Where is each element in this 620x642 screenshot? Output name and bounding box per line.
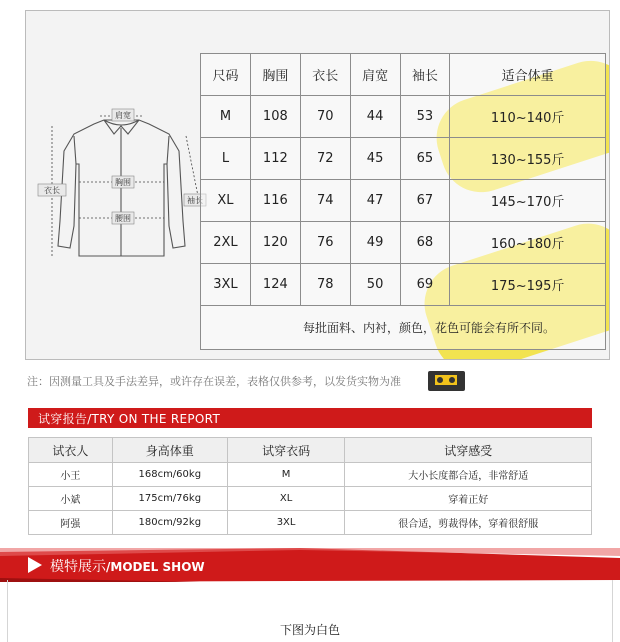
table-cell: 小斌 — [29, 487, 113, 511]
table-row — [201, 306, 606, 350]
table-cell: 3XL — [227, 511, 345, 535]
table-cell: 很合适，剪裁得体，穿着很舒服 — [345, 511, 592, 535]
column-header: 衣长 — [300, 54, 350, 96]
table-cell: 145~170斤 — [450, 180, 606, 222]
size-chart-panel — [25, 10, 610, 360]
table-cell: 阿强 — [29, 511, 113, 535]
table-cell: M — [227, 463, 345, 487]
table-cell: 112 — [250, 138, 300, 180]
table-cell: 175~195斤 — [450, 264, 606, 306]
table-cell: 小王 — [29, 463, 113, 487]
shirt-measurement-diagram — [34, 106, 209, 266]
column-header: 袖长 — [400, 54, 450, 96]
table-cell: 76 — [300, 222, 350, 264]
table-row — [201, 222, 606, 264]
table-cell: 74 — [300, 180, 350, 222]
price-tag-icon — [428, 369, 465, 391]
table-cell: 47 — [350, 180, 400, 222]
table-row — [29, 511, 592, 535]
report-title: 试穿报告/TRY ON THE REPORT — [38, 412, 221, 426]
table-cell: M — [201, 96, 251, 138]
table-cell: 78 — [300, 264, 350, 306]
chest-label: 胸围 — [115, 178, 131, 187]
table-row — [201, 180, 606, 222]
model-show-title-en: /MODEL SHOW — [106, 560, 205, 574]
table-cell: 168cm/60kg — [112, 463, 227, 487]
report-table-header — [29, 438, 592, 463]
table-cell: 120 — [250, 222, 300, 264]
column-header: 试穿衣码 — [227, 438, 345, 463]
table-cell: 72 — [300, 138, 350, 180]
table-cell: 69 — [400, 264, 450, 306]
table-cell: 65 — [400, 138, 450, 180]
table-cell: XL — [201, 180, 251, 222]
column-header: 试衣人 — [29, 438, 113, 463]
model-show-title-cn: 模特展示 — [50, 559, 106, 575]
table-cell: 3XL — [201, 264, 251, 306]
column-header: 尺码 — [201, 54, 251, 96]
table-cell: 大小长度都合适，非常舒适 — [345, 463, 592, 487]
shoulder-label: 肩宽 — [115, 111, 131, 120]
table-row — [29, 487, 592, 511]
column-header: 胸围 — [250, 54, 300, 96]
table-cell: 45 — [350, 138, 400, 180]
table-cell: L — [201, 138, 251, 180]
table-cell: 175cm/76kg — [112, 487, 227, 511]
table-cell: 50 — [350, 264, 400, 306]
table-cell: 49 — [350, 222, 400, 264]
size-table — [200, 53, 606, 350]
table-cell: 70 — [300, 96, 350, 138]
table-cell: 68 — [400, 222, 450, 264]
size-table-header — [201, 54, 606, 96]
waist-label: 腰围 — [115, 214, 131, 223]
table-cell: 110~140斤 — [450, 96, 606, 138]
table-cell: 124 — [250, 264, 300, 306]
column-header: 身高体重 — [112, 438, 227, 463]
table-cell: 130~155斤 — [450, 138, 606, 180]
size-note: 每批面料、内衬，颜色，花色可能会有所不同。 — [201, 306, 606, 350]
table-cell: 160~180斤 — [450, 222, 606, 264]
table-cell: XL — [227, 487, 345, 511]
table-row — [201, 264, 606, 306]
table-cell: 53 — [400, 96, 450, 138]
table-row — [201, 96, 606, 138]
table-row — [29, 463, 592, 487]
report-table — [28, 437, 592, 535]
sleeve-label: 袖长 — [187, 196, 203, 205]
table-cell: 67 — [400, 180, 450, 222]
measurement-disclaimer: 注：因测量工具及手法差异，或许存在误差，表格仅供参考，以发货实物为准 — [27, 375, 401, 388]
play-arrow-icon — [28, 557, 42, 573]
column-header: 试穿感受 — [345, 438, 592, 463]
length-label: 衣长 — [44, 186, 60, 195]
table-row — [201, 138, 606, 180]
model-show-title — [50, 556, 205, 576]
table-cell: 2XL — [201, 222, 251, 264]
table-cell: 穿着正好 — [345, 487, 592, 511]
column-header: 适合体重 — [450, 54, 606, 96]
table-cell: 108 — [250, 96, 300, 138]
table-cell: 116 — [250, 180, 300, 222]
image-caption: 下图为白色 — [279, 623, 340, 637]
table-cell: 44 — [350, 96, 400, 138]
column-header: 肩宽 — [350, 54, 400, 96]
table-cell: 180cm/92kg — [112, 511, 227, 535]
report-section-header — [28, 408, 592, 428]
